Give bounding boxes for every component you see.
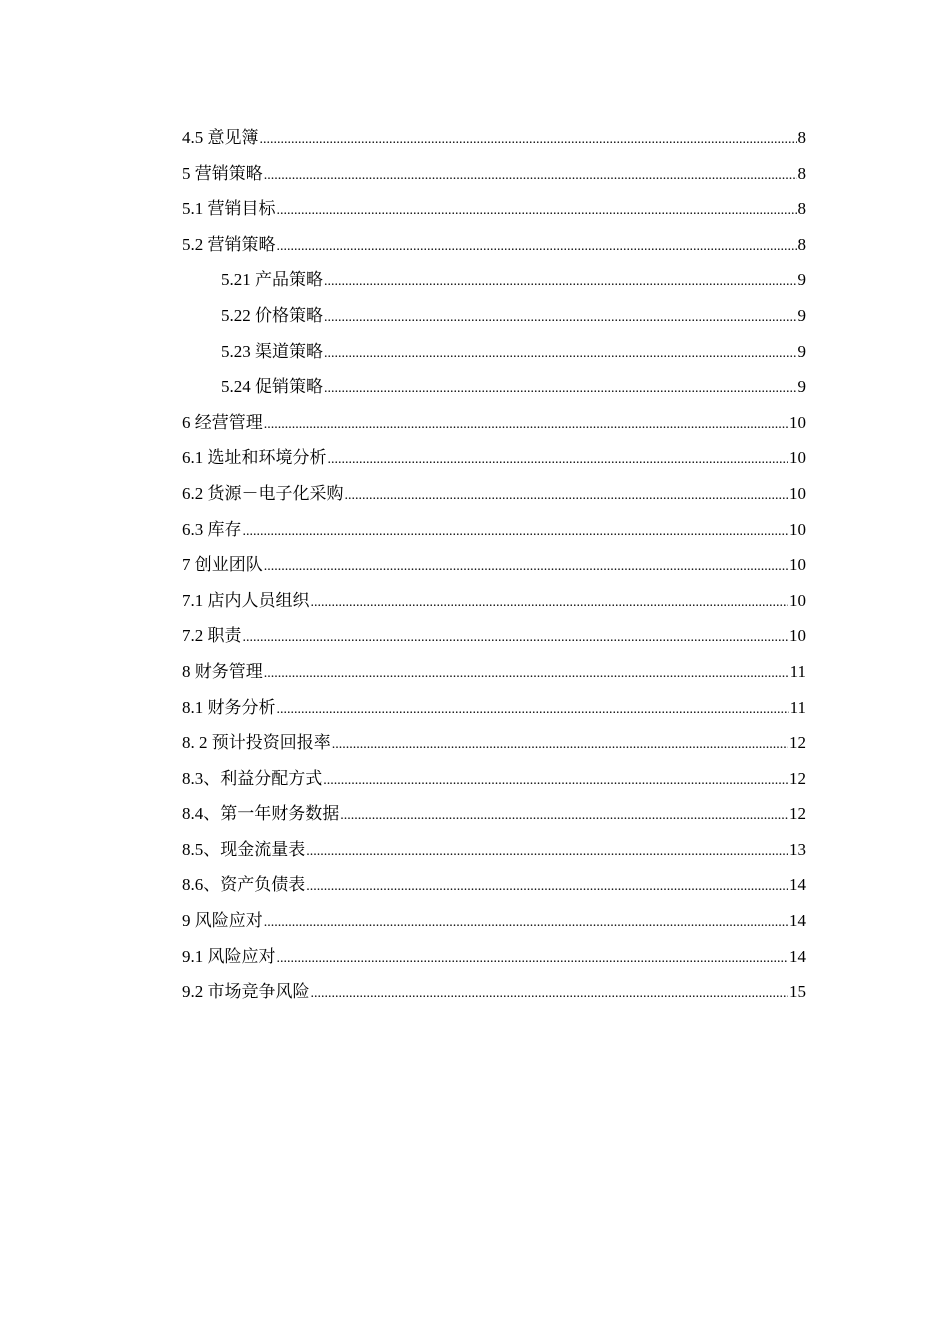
toc-dot-leader	[332, 725, 788, 763]
toc-dot-leader	[306, 867, 788, 905]
toc-dot-leader	[323, 761, 788, 799]
toc-entry-title: 6 经营管理	[182, 412, 263, 432]
toc-dot-leader	[324, 334, 797, 372]
toc-entry-page: 10	[789, 555, 806, 575]
toc-dot-leader	[311, 583, 789, 621]
toc-entry-page: 8	[797, 199, 806, 219]
toc-entry-page: 9	[797, 305, 806, 325]
toc-entry[interactable]	[182, 191, 806, 227]
toc-entry-title: 5.2 营销策略	[182, 234, 276, 254]
toc-entry-page: 15	[789, 982, 806, 1002]
toc-entry[interactable]	[182, 369, 806, 405]
toc-entry-title: 5.21 产品策略	[221, 270, 323, 290]
toc-entry-title: 5.22 价格策略	[221, 305, 323, 325]
toc-entry-page: 12	[789, 768, 806, 788]
toc-dot-leader	[345, 476, 789, 514]
toc-dot-leader	[306, 832, 788, 870]
toc-entry[interactable]	[182, 405, 806, 441]
toc-entry[interactable]	[182, 512, 806, 548]
toc-entry[interactable]	[182, 725, 806, 761]
toc-entry-title: 6.3 库存	[182, 519, 242, 539]
toc-dot-leader	[264, 903, 788, 941]
toc-dot-leader	[260, 120, 797, 158]
toc-dot-leader	[264, 654, 789, 692]
toc-entry[interactable]	[182, 654, 806, 690]
toc-entry[interactable]	[182, 298, 806, 334]
toc-entry-page: 8	[797, 234, 806, 254]
toc-entry-page: 9	[797, 377, 806, 397]
toc-entry-title: 8 财务管理	[182, 661, 263, 681]
toc-entry-title: 7.2 职责	[182, 626, 242, 646]
toc-dot-leader	[277, 191, 797, 229]
toc-entry-title: 8. 2 预计投资回报率	[182, 733, 331, 753]
toc-entry-title: 4.5 意见簿	[182, 128, 259, 147]
toc-entry[interactable]	[182, 440, 806, 476]
toc-dot-leader	[340, 796, 788, 834]
toc-entry-title: 5.23 渠道策略	[221, 341, 323, 361]
toc-entry-page: 12	[789, 804, 806, 824]
toc-entry[interactable]	[182, 547, 806, 583]
toc-entry-title: 8.6、资产负债表	[182, 875, 306, 895]
toc-entry-title: 9 风险应对	[182, 911, 263, 931]
toc-entry-title: 8.5、现金流量表	[182, 839, 306, 859]
toc-entry-page: 10	[789, 519, 806, 539]
toc-entry-page: 12	[789, 733, 806, 753]
toc-dot-leader	[277, 690, 789, 728]
toc-dot-leader	[264, 405, 788, 443]
toc-entry[interactable]	[182, 796, 806, 832]
toc-entry-title: 9.1 风险应对	[182, 946, 276, 966]
toc-entry-page: 8	[797, 163, 806, 183]
toc-dot-leader	[264, 547, 788, 585]
toc-entry[interactable]	[182, 939, 806, 975]
toc-entry[interactable]	[182, 867, 806, 903]
toc-entry-title: 5 营销策略	[182, 163, 263, 183]
toc-entry-page: 14	[789, 946, 806, 966]
toc-entry[interactable]	[182, 476, 806, 512]
toc-dot-leader	[311, 974, 789, 1012]
toc-entry[interactable]	[182, 832, 806, 868]
toc-dot-leader	[243, 512, 789, 550]
toc-dot-leader	[277, 227, 797, 265]
toc-entry[interactable]	[182, 618, 806, 654]
toc-entry[interactable]	[182, 120, 806, 156]
toc-entry-title: 9.2 市场竞争风险	[182, 982, 310, 1002]
toc-dot-leader	[243, 618, 789, 656]
toc-dot-leader	[277, 939, 789, 977]
toc-entry-title: 5.1 营销目标	[182, 199, 276, 219]
toc-entry[interactable]	[182, 690, 806, 726]
toc-entry[interactable]	[182, 227, 806, 263]
toc-entry[interactable]	[182, 761, 806, 797]
toc-entry-page: 10	[789, 483, 806, 503]
toc-entry-page: 14	[789, 911, 806, 931]
toc-dot-leader	[264, 156, 797, 194]
toc-dot-leader	[324, 262, 797, 300]
table-of-contents	[182, 120, 806, 1010]
toc-entry-title: 5.24 促销策略	[221, 377, 323, 397]
toc-entry-page: 10	[789, 412, 806, 432]
toc-entry-page: 9	[797, 270, 806, 290]
toc-entry-page: 11	[789, 697, 806, 717]
toc-dot-leader	[324, 369, 797, 407]
toc-entry-page: 10	[789, 626, 806, 646]
toc-entry-page: 10	[789, 448, 806, 468]
toc-entry-title: 7 创业团队	[182, 555, 263, 575]
toc-entry-page: 10	[789, 590, 806, 610]
toc-entry[interactable]	[182, 156, 806, 192]
toc-entry-title: 7.1 店内人员组织	[182, 590, 310, 610]
toc-entry-title: 8.1 财务分析	[182, 697, 276, 717]
toc-entry[interactable]	[182, 334, 806, 370]
toc-entry-title: 6.1 选址和环境分析	[182, 448, 327, 468]
toc-entry[interactable]	[182, 262, 806, 298]
toc-dot-leader	[324, 298, 797, 336]
toc-entry-page: 14	[789, 875, 806, 895]
toc-entry-page: 9	[797, 341, 806, 361]
toc-dot-leader	[328, 440, 789, 478]
toc-entry[interactable]	[182, 903, 806, 939]
toc-entry-page: 11	[789, 661, 806, 681]
toc-entry-title: 6.2 货源－电子化采购	[182, 483, 344, 503]
toc-entry[interactable]	[182, 974, 806, 1010]
toc-entry[interactable]	[182, 583, 806, 619]
toc-entry-page: 13	[789, 839, 806, 859]
toc-entry-page: 8	[797, 128, 806, 147]
toc-entry-title: 8.3、利益分配方式	[182, 768, 323, 788]
toc-entry-title: 8.4、第一年财务数据	[182, 804, 340, 824]
